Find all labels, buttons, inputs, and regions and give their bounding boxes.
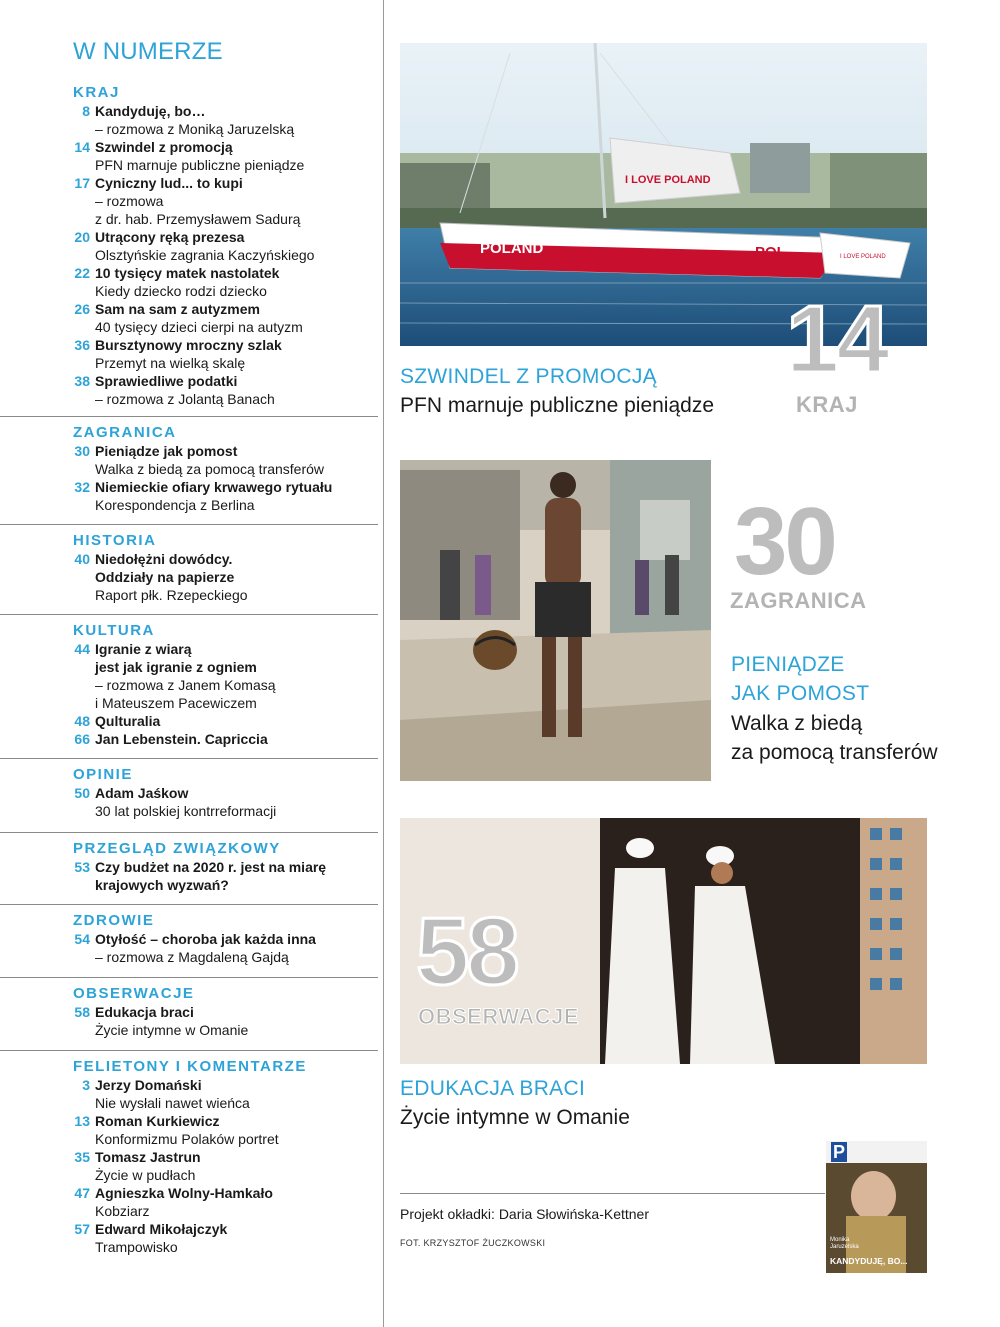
table-of-contents <box>0 0 384 1327</box>
article-subtitle: Kiedy dziecko rodzi dziecko <box>95 283 267 299</box>
toc-section <box>73 1058 378 1256</box>
section-divider <box>0 904 378 905</box>
toc-entry[interactable] <box>73 138 378 174</box>
article-title: Otyłość – choroba jak każda inna <box>95 931 316 947</box>
article-title: Czy budżet na 2020 r. jest na miarę krajowych wyzwań? <box>95 859 327 893</box>
hull-text: POLAND <box>480 240 544 257</box>
article-subtitle: – rozmowa z Janem Komasą i Mateuszem Pacewiczem <box>95 677 276 711</box>
toc-entry[interactable] <box>73 442 378 478</box>
article-subtitle: Kobziarz <box>95 1203 150 1219</box>
toc-entry[interactable] <box>73 174 378 228</box>
page-number: 48 <box>74 713 90 729</box>
article-subtitle: Życie w pudłach <box>95 1167 196 1183</box>
page-number: 38 <box>74 373 90 389</box>
toc-entry[interactable] <box>73 1076 378 1112</box>
toc-entry[interactable] <box>73 1220 378 1256</box>
article-title: Edward Mikołajczyk <box>95 1221 228 1237</box>
toc-section <box>73 424 378 514</box>
article-subtitle: Raport płk. Rzepeckiego <box>95 587 248 603</box>
article-title: Cyniczny lud... to kupi <box>95 175 243 191</box>
section-heading: ZAGRANICA <box>73 424 177 441</box>
article-title: Niemieckie ofiary krwawego rytuału <box>95 479 333 495</box>
feature-headline-3: EDUKACJA BRACI <box>400 1077 586 1100</box>
article-title: Szwindel z promocją <box>95 139 233 155</box>
street-image <box>400 460 711 781</box>
article-title: Sam na sam z autyzmem <box>95 301 260 317</box>
section-heading: KRAJ <box>73 84 120 101</box>
section-divider <box>0 1050 378 1051</box>
toc-entry[interactable] <box>73 1003 378 1039</box>
article-subtitle: – rozmowa z Jolantą Banach <box>95 391 275 407</box>
feature-headline-1: SZWINDEL Z PROMOCJĄ <box>400 365 657 388</box>
toc-entry[interactable] <box>73 784 378 820</box>
page-number: 53 <box>74 859 90 875</box>
toc-title: W NUMERZE <box>73 38 223 65</box>
toc-entry[interactable] <box>73 550 378 604</box>
toc-entry[interactable] <box>73 264 378 300</box>
article-title: Niedołężni dowódcy. Oddziały na papierze <box>95 551 235 585</box>
feature-subtitle-1: PFN marnuje publiczne pieniądze <box>400 394 715 417</box>
page-number: 66 <box>74 731 90 747</box>
article-subtitle: Olsztyńskie zagrania Kaczyńskiego <box>95 247 315 263</box>
section-divider <box>0 524 378 525</box>
section-heading: KULTURA <box>73 622 155 639</box>
section-heading: PRZEGLĄD ZWIĄZKOWY <box>73 840 281 857</box>
feature-section-obserwacje: OBSERWACJE <box>418 1004 580 1029</box>
page-number: 57 <box>74 1221 90 1237</box>
feature-number-14: 14 <box>786 286 887 393</box>
toc-entry[interactable] <box>73 478 378 514</box>
toc-section <box>73 840 378 894</box>
toc-entry[interactable] <box>73 712 378 730</box>
article-subtitle: Walka z biedą za pomocą transferów <box>95 461 325 477</box>
article-subtitle: Konformizmu Polaków portret <box>95 1131 279 1147</box>
cover-headline: KANDYDUJĘ, BO... <box>830 1256 908 1266</box>
page-number: 36 <box>74 337 90 353</box>
page-number: 35 <box>74 1149 90 1165</box>
feature-number-58: 58 <box>416 898 517 1005</box>
article-title: Kandyduję, bo… <box>95 103 206 119</box>
credit-rule <box>400 1193 825 1194</box>
section-heading: FELIETONY I KOMENTARZE <box>73 1058 307 1075</box>
section-divider <box>0 977 378 978</box>
article-title: Edukacja braci <box>95 1004 194 1020</box>
page-number: 30 <box>74 443 90 459</box>
section-divider <box>0 758 378 759</box>
page-number: 20 <box>74 229 90 245</box>
section-divider <box>0 832 378 833</box>
article-title: Bursztynowy mroczny szlak <box>95 337 282 353</box>
toc-section <box>73 84 378 408</box>
article-title: 10 tysięcy matek nastolatek <box>95 265 280 281</box>
toc-entry[interactable] <box>73 1184 378 1220</box>
toc-section <box>73 622 378 748</box>
page-number: 54 <box>74 931 90 947</box>
feature-subtitle-3: Życie intymne w Omanie <box>400 1106 630 1129</box>
photo-credit: FOT. KRZYSZTOF ŻUCZKOWSKI <box>400 1238 546 1248</box>
toc-entry[interactable] <box>73 1112 378 1148</box>
hull-number: POL <box>755 244 786 261</box>
article-subtitle: Życie intymne w Omanie <box>95 1022 249 1038</box>
page-number: 14 <box>74 139 90 155</box>
feature-subtitle-2: Walka z biedą za pomocą transferów <box>731 712 938 764</box>
page-number: 40 <box>74 551 90 567</box>
toc-entry[interactable] <box>73 1148 378 1184</box>
toc-section <box>73 912 378 966</box>
toc-section <box>73 532 378 604</box>
article-title: Roman Kurkiewicz <box>95 1113 220 1129</box>
toc-entry[interactable] <box>73 336 378 372</box>
article-subtitle: Nie wysłali nawet wieńca <box>95 1095 250 1111</box>
article-title: Agnieszka Wolny-Hamkało <box>95 1185 273 1201</box>
article-subtitle: Przemyt na wielką skalę <box>95 355 246 371</box>
section-heading: OPINIE <box>73 766 133 783</box>
column-divider <box>383 0 384 1327</box>
article-subtitle: PFN marnuje publiczne pieniądze <box>95 157 305 173</box>
cover-credit: Projekt okładki: Daria Słowińska-Kettner <box>400 1206 649 1222</box>
toc-entry[interactable] <box>73 730 378 748</box>
toc-entry[interactable] <box>73 640 378 712</box>
article-title: Pieniądze jak pomost <box>95 443 238 459</box>
stern-text: I LOVE POLAND <box>840 254 886 260</box>
page-number: 22 <box>74 265 90 281</box>
page-number: 47 <box>74 1185 90 1201</box>
article-title: Tomasz Jastrun <box>95 1149 201 1165</box>
article-title: Qulturalia <box>95 713 161 729</box>
page-number: 58 <box>74 1004 90 1020</box>
section-heading: ZDROWIE <box>73 912 155 929</box>
toc-entry[interactable] <box>73 930 378 966</box>
article-title: Jerzy Domański <box>95 1077 202 1093</box>
article-title: Adam Jaśkow <box>95 785 189 801</box>
article-subtitle: 30 lat polskiej kontrreformacji <box>95 803 277 819</box>
page-number: 3 <box>82 1077 90 1093</box>
article-subtitle: 40 tysięcy dzieci cierpi na autyzm <box>95 319 303 335</box>
cover-logo: P <box>832 1142 845 1162</box>
page-number: 8 <box>82 103 90 119</box>
article-title: Utrącony ręką prezesa <box>95 229 245 245</box>
article-title: Sprawiedliwe podatki <box>95 373 238 389</box>
article-subtitle: Korespondencja z Berlina <box>95 497 255 513</box>
feature-section-zagranica: ZAGRANICA <box>730 588 867 613</box>
page-number: 50 <box>74 785 90 801</box>
page-number: 13 <box>74 1113 90 1129</box>
page-number: 26 <box>74 301 90 317</box>
feature-section-kraj: KRAJ <box>796 392 858 417</box>
article-title: Jan Lebenstein. Capriccia <box>95 731 268 747</box>
toc-entry[interactable] <box>73 228 378 264</box>
page-number: 44 <box>74 641 90 657</box>
page-number: 32 <box>74 479 90 495</box>
toc-section <box>73 985 378 1039</box>
toc-entry[interactable] <box>73 300 378 336</box>
toc-section <box>73 766 378 820</box>
page-number: 17 <box>74 175 90 191</box>
toc-entry[interactable] <box>73 858 378 894</box>
sail-text: I LOVE POLAND <box>625 174 711 186</box>
article-subtitle: – rozmowa z dr. hab. Przemysławem Sadurą <box>95 193 301 227</box>
toc-entry[interactable] <box>73 372 378 408</box>
cover-thumbnail <box>826 1141 927 1273</box>
cover-name: Monika Jaruzelska <box>830 1237 859 1250</box>
article-subtitle: – rozmowa z Magdaleną Gajdą <box>95 949 289 965</box>
feature-number-30: 30 <box>734 488 835 595</box>
street-photo <box>400 460 711 781</box>
section-heading: HISTORIA <box>73 532 157 549</box>
section-heading: OBSERWACJE <box>73 985 195 1002</box>
section-divider <box>0 416 378 417</box>
toc-entry[interactable] <box>73 102 378 138</box>
article-subtitle: – rozmowa z Moniką Jaruzelską <box>95 121 295 137</box>
feature-headline-2: PIENIĄDZE JAK POMOST <box>731 653 870 705</box>
article-subtitle: Trampowisko <box>95 1239 178 1255</box>
section-divider <box>0 614 378 615</box>
article-title: Igranie z wiarą jest jak igranie z ogniem <box>95 641 257 675</box>
